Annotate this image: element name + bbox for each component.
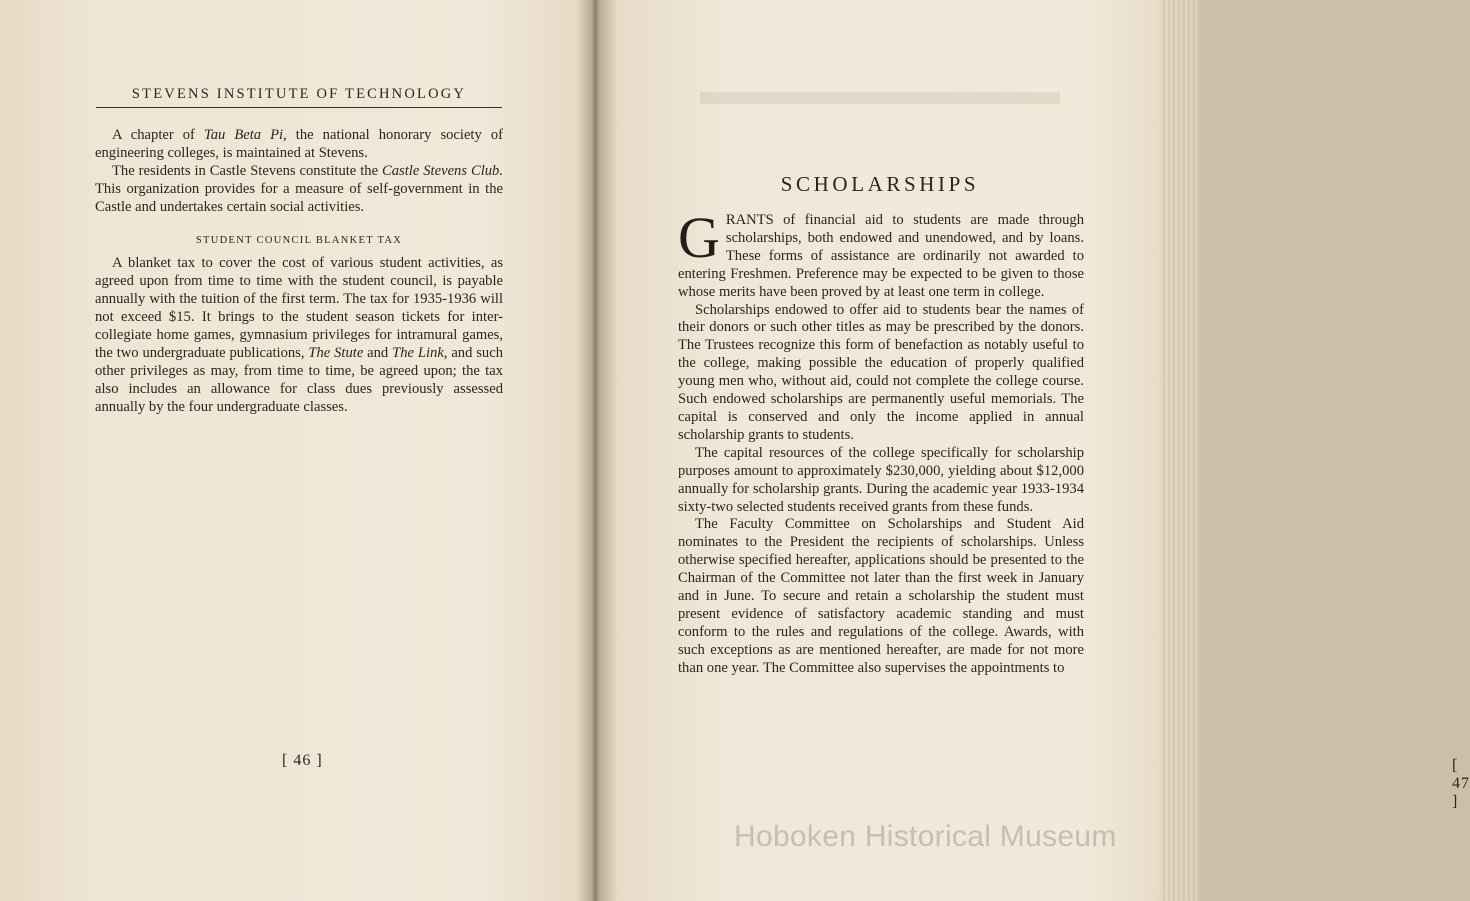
paragraph: A blanket tax to cover the cost of various student activities, as agreed upon from time to time with the student council, is payable annually with the tuition of the first term. The tax for 1935-1936 will not exceed $15. It brings to the student season tickets for inter-collegiate home games, gymnasium privileges for intramural games, the two undergraduate publications, The Stute and The Link, and such other privileges as may, from time to time, be agreed upon; the tax also includes an allowance for class dues previously assessed annually by the four undergraduate classes. <box>95 255 503 415</box>
running-head: STEVENS INSTITUTE OF TECHNOLOGY <box>96 86 502 108</box>
paragraph: The capital resources of the college specifically for scholarship purposes amount to approximately $230,000, yielding about $12,000 annually for scholarship grants. During the academic year 1933-1934 sixty-two selected students received grants from these funds. <box>678 444 1084 515</box>
paragraph: The Faculty Committee on Scholarships and Student Aid nominates to the President the recipients of scholarships. Unless otherwise specified hereafter, applications should be presented to the Chairman of the Committee not later than the first week in January and in June. To secure and retain a scholarship the student must present evidence of satisfactory academic standing and must conform to the rules and regulations of the college. Awards, with such exceptions as are mentioned hereafter, are made for not more than one year. The Committee also supervises the appointments to <box>678 516 1084 676</box>
paragraph: Scholarships endowed to offer aid to students bear the names of their donors or such other titles as may be prescribed by the donors. The Trustees recognize this form of benefaction as notably useful to the college, making possible the education of properly qualified young men who, without aid, could not complete the college course. Such endowed scholarships are permanently useful memorials. The capital is conserved and only the income applied in annual scholarship grants to students. <box>678 301 1084 443</box>
left-page-body <box>95 127 503 417</box>
watermark: Hoboken Historical Museum <box>734 820 1117 853</box>
paragraph: GRANTS of financial aid to students are made through scholarships, both endowed and unendowed, and by loans. These forms of assistance are ordinarily not awarded to entering Freshmen. Preference may be expected to be given to those whose merits have been proved by at least one term in college. <box>678 205 1084 300</box>
section-subheading: STUDENT COUNCIL BLANKET TAX <box>195 234 403 246</box>
paragraph: The residents in Castle Stevens constitute the Castle Stevens Club. This organization provides for a measure of self-government in the Castle and undertakes certain social activities. <box>95 162 504 215</box>
paragraph: A chapter of Tau Beta Pi, the national honorary society of engineering colleges, is maintained at Stevens. <box>95 127 503 161</box>
page-number: [ 47 ] <box>1452 757 1470 810</box>
drop-cap: G <box>678 205 720 270</box>
left-page <box>0 0 588 901</box>
right-page-body <box>678 205 1084 678</box>
page-title: SCHOLARSHIPS <box>780 172 980 196</box>
page-number: [ 46 ] <box>282 752 323 769</box>
